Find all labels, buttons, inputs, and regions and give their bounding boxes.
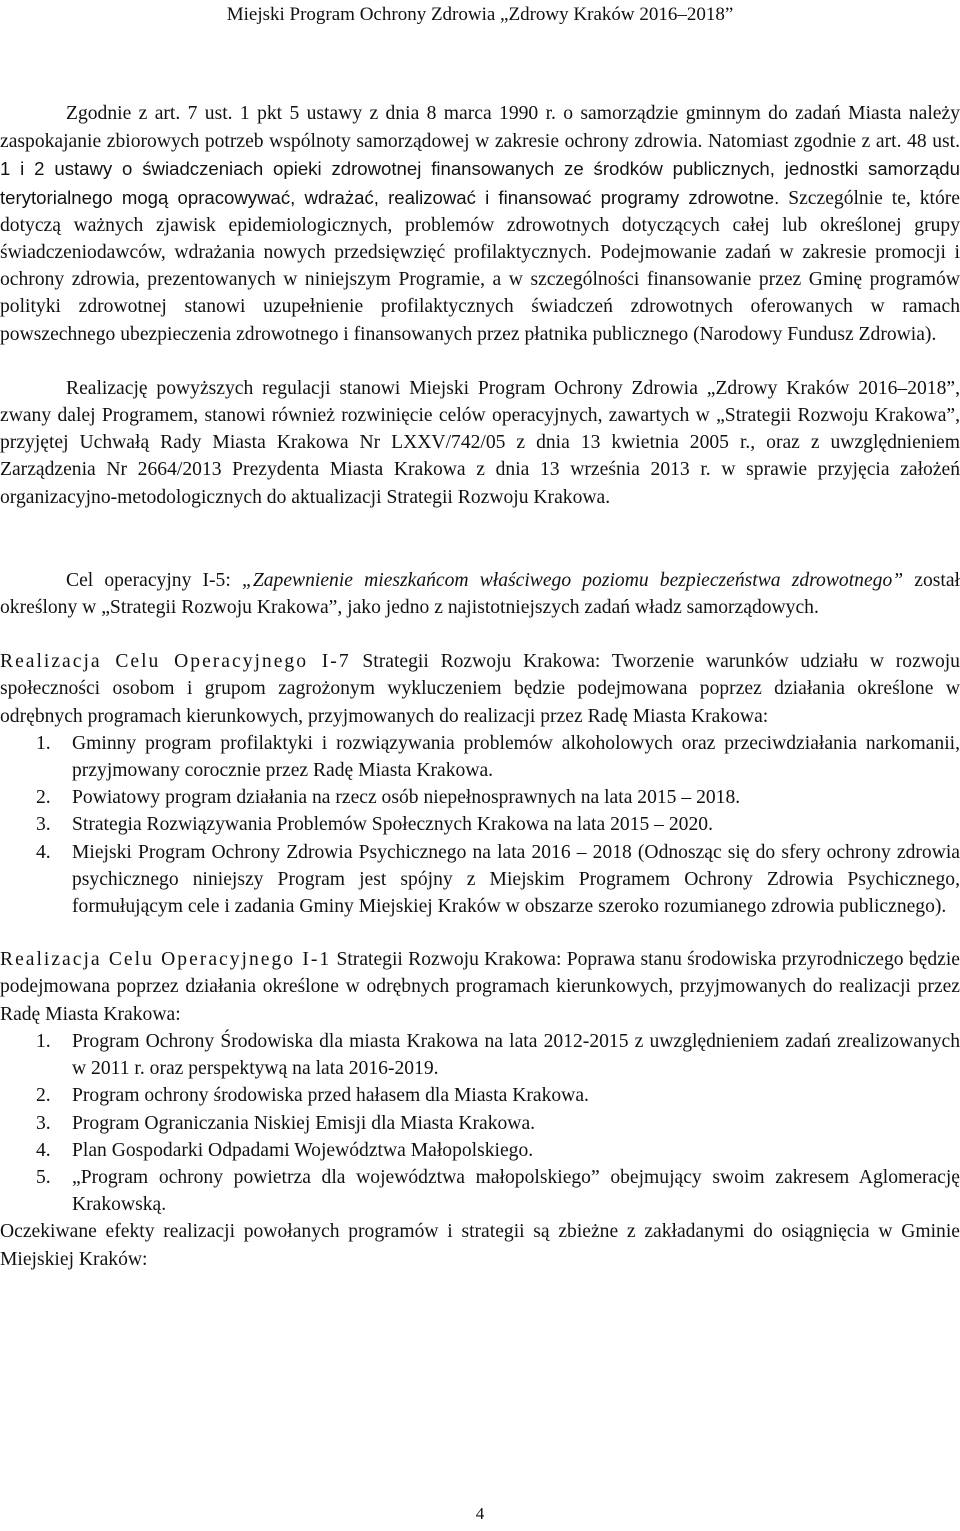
goal-i1-heading: Realizacja Celu Operacyjnego I-1 <box>0 949 332 971</box>
paragraph-expected-effects: Oczekiwane efekty realizacji powołanych programów i strategii są zbieżne z zakładanymi do osiągnięcia w Gminie Miejskiej Kraków: <box>0 1221 960 1270</box>
list-item-text: Miejski Program Ochrony Zdrowia Psychicznego na lata 2016 – 2018 (Odnosząc się do sfery ochrony zdrowia psychicznego niniejszy Program jest spójny z Miejskim Programem Ochrony Zdrowia Psychicznego, formułującym cele i zadania Gminy Miejskiej Kraków w obszarze szeroko rozumianego zdrowia publicznego). <box>72 841 960 918</box>
goal-i5-title: „Zapewnienie mieszkańcom właściwego poziomu bezpieczeństwa zdrowotnego” <box>241 569 904 591</box>
document-body <box>0 100 960 1273</box>
list-item-text: Gminny program profilaktyki i rozwiązywania problemów alkoholowych oraz przeciwdziałania narkomanii, przyjmowany corocznie przez Radę Miasta Krakowa. <box>72 732 960 782</box>
goal-i7-program-list <box>0 730 960 920</box>
page-header: Miejski Program Ochrony Zdrowia „Zdrowy Kraków 2016–2018” <box>226 4 734 25</box>
list-item-number: 1. <box>36 732 51 754</box>
list-item-number: 5. <box>36 1166 51 1188</box>
goal-i1-program-list <box>0 1028 960 1218</box>
list-item-text: Program ochrony środowiska przed hałasem dla Miasta Krakowa. <box>72 1085 589 1107</box>
goal-i5-lead: Cel operacyjny I-5: <box>66 569 242 591</box>
list-item-number: 4. <box>36 841 51 863</box>
list-item-number: 3. <box>36 1112 51 1134</box>
paragraph-goal-i5 <box>0 567 960 621</box>
list-item <box>0 1028 960 1082</box>
paragraph-program-realization: Realizację powyższych regulacji stanowi Miejski Program Ochrony Zdrowia „Zdrowy Kraków 2016–2018”, zwany dalej Programem, stanowi również rozwinięcie celów operacyjnych, zawartych w „Strategii Rozwoju Krakowa”, przyjętej Uchwałą Rady Miasta Krakowa Nr LXXV/742/05 z dnia 13 kwietnia 2005 r., oraz z uwzględnieniem Zarządzenia Nr 2664/2013 Prezydenta Miasta Krakowa z dnia 13 września 2013 r. w sprawie przyjęcia założeń organizacyjno-metodologicznych do aktualizacji Strategii Rozwoju Krakowa. <box>0 377 960 508</box>
paragraph-legal-basis-part3: Szczególnie te, które dotyczą ważnych zjawisk epidemiologicznych, problemów zdrowotnych dotyczących całej lub określonej grupy świadczeniodawców, wdrażania nowych przedsięwzięć profilaktycznych. <box>0 187 960 264</box>
list-item-number: 2. <box>36 1085 51 1107</box>
paragraph-goal-i1 <box>0 946 960 1028</box>
goal-i1-text: Strategii Rozwoju Krakowa: Poprawa stanu środowiska przyrodniczego będzie podejmowana poprzez działania określone w odrębnych programach kierunkowych, przyjmowanych do realizacji przez Radę Miasta Krakowa: <box>0 949 960 1025</box>
page-number: 4 <box>475 1504 485 1523</box>
list-item <box>0 839 960 921</box>
list-item-number: 1. <box>36 1030 51 1052</box>
list-item-text: Program Ochrony Środowiska dla miasta Krakowa na lata 2012-2015 z uwzględnieniem zadań zrealizowanych w 2011 r. oraz perspektywą na lata 2016-2019. <box>72 1030 960 1080</box>
list-item-text: Plan Gospodarki Odpadami Województwa Małopolskiego. <box>72 1139 534 1161</box>
paragraph-legal-basis-part2: 1 i 2 ustawy o świadczeniach opieki zdrowotnej finansowanych ze środków publicznych, jednostki samorządu terytorialnego mogą opracowywać, wdrażać, realizować i finansować programy zdrowotne. <box>0 158 960 208</box>
goal-i7-text: Strategii Rozwoju Krakowa: Tworzenie warunków udziału w rozwoju społeczności osobom i grupom zagrożonym wykluczeniem będzie podejmowana poprzez działania określone w odrębnych programach kierunkowych, przyjmowanych do realizacji przez Radę Miasta Krakowa: <box>0 651 960 727</box>
list-item <box>0 811 960 838</box>
list-item-text: „Program ochrony powietrza dla województwa małopolskiego” obejmujący swoim zakresem Aglomerację Krakowską. <box>72 1166 960 1216</box>
paragraph-goal-i7 <box>0 648 960 730</box>
goal-i5-rest: został określony w „Strategii Rozwoju Krakowa”, jako jedno z najistotniejszych zadań władz samorządowych. <box>0 569 960 619</box>
list-item <box>0 1137 960 1164</box>
list-item-text: Program Ograniczania Niskiej Emisji dla Miasta Krakowa. <box>72 1112 536 1134</box>
paragraph-legal-basis <box>0 100 960 348</box>
list-item <box>0 1110 960 1137</box>
list-item <box>0 1082 960 1109</box>
list-item-number: 3. <box>36 814 51 836</box>
list-item-text: Powiatowy program działania na rzecz osób niepełnosprawnych na lata 2015 – 2018. <box>72 787 741 809</box>
paragraph-legal-basis-part4: Podejmowanie zadań w zakresie promocji i ochrony zdrowia, prezentowanych w niniejszym Programie, a w szczególności finansowanie przez Gminę programów polityki zdrowotnej stanowi uzupełnienie profilaktycznych świadczeń zdrowotnych oferowanych w ramach powszechnego ubezpieczenia zdrowotnego i finansowanych przez płatnika publicznego (Narodowy Fundusz Zdrowia). <box>0 242 960 345</box>
list-item <box>0 730 960 784</box>
list-item-number: 2. <box>36 787 51 809</box>
goal-i7-heading: Realizacja Celu Operacyjnego I-7 <box>0 651 351 673</box>
paragraph-legal-basis-part1: Zgodnie z art. 7 ust. 1 pkt 5 ustawy z dnia 8 marca 1990 r. o samorządzie gminnym do zadań Miasta należy zaspokajanie zbiorowych potrzeb wspólnoty samorządowej w zakresie ochrony zdrowia. Natomiast zgodnie z art. 48 ust. <box>0 103 960 153</box>
list-item <box>0 1164 960 1218</box>
list-item-number: 4. <box>36 1139 51 1161</box>
list-item-text: Strategia Rozwiązywania Problemów Społecznych Krakowa na lata 2015 – 2020. <box>72 814 713 836</box>
list-item <box>0 784 960 811</box>
